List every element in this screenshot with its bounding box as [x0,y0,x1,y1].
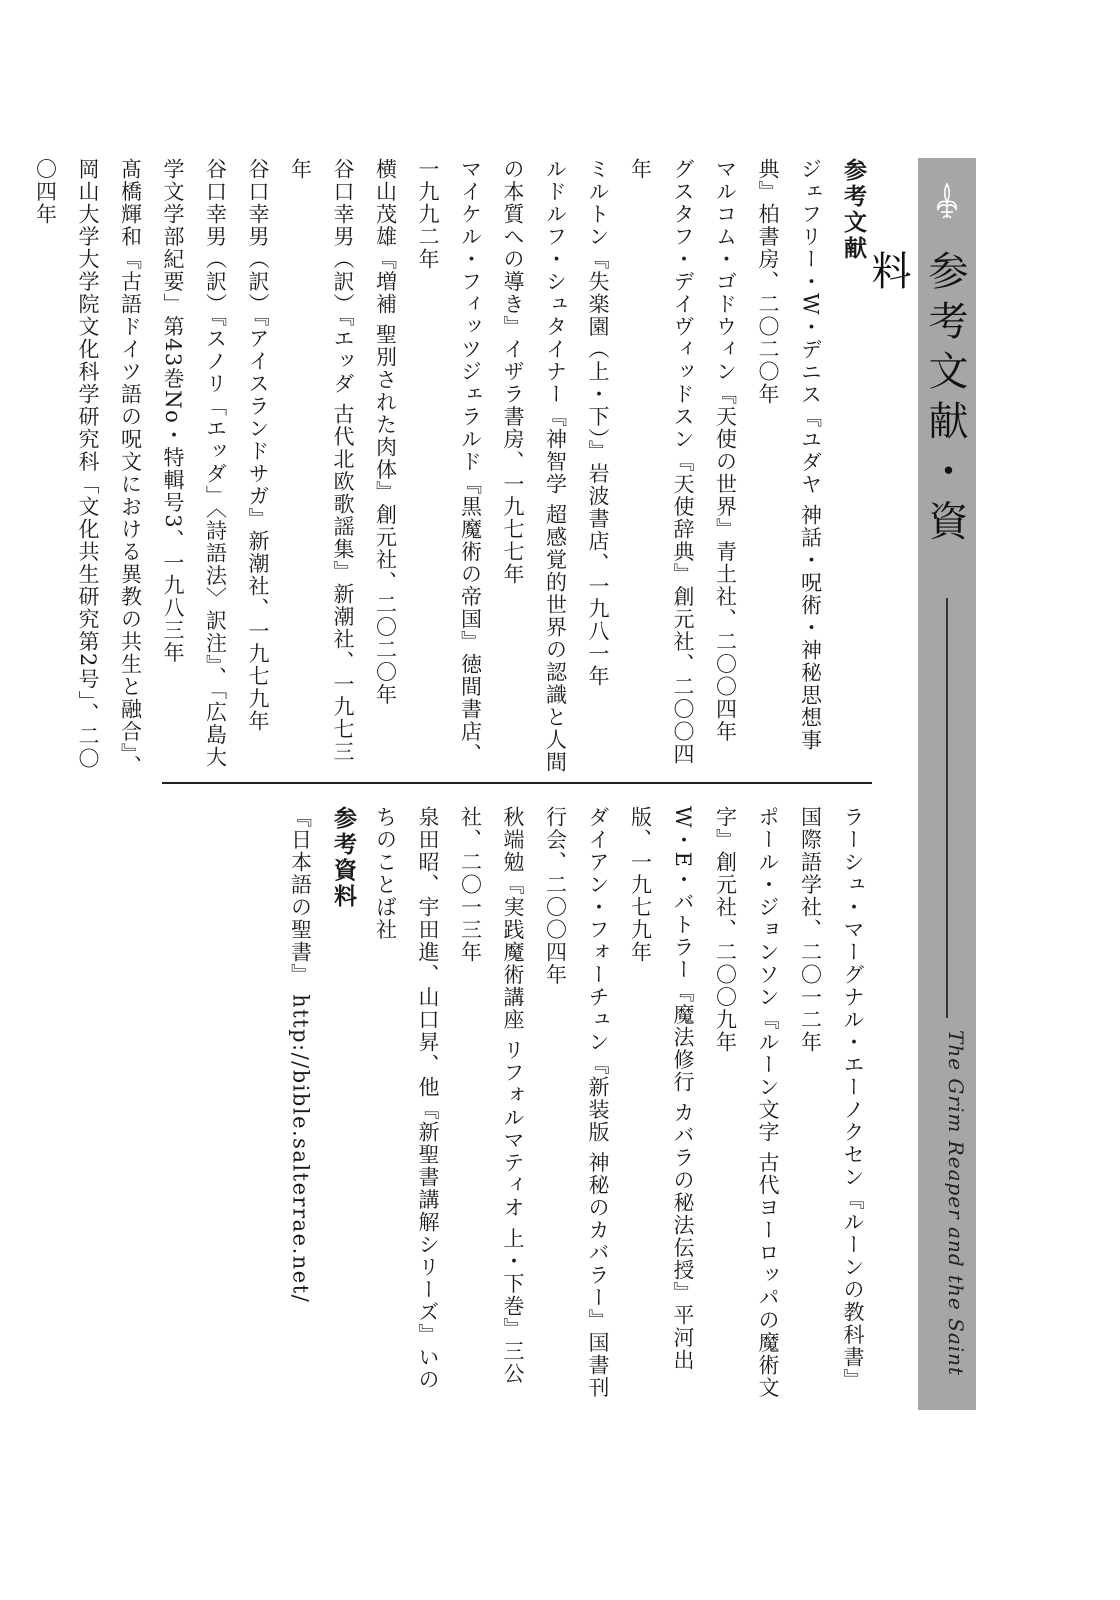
reference-entry: 髙橋輝和『古語ドイツ語の呪文における異教の共生と融合』、岡山大学大学院文化科学研究科「文化共生研究第2号」、二〇〇四年 [33,158,143,778]
reference-entry: ミルトン『失楽園（上・下）』岩波書店、一九八一年 [586,158,610,688]
references-heading: 参考文献 [840,158,866,262]
reference-entry: ルドルフ・シュタイナー『神智学 超感覚的世界の認識と人間の本質への導き』イザラ書房、一九七七年 [501,158,568,774]
reference-entry: 秋端勉『実践魔術講座 リフォルマティオ 上・下巻』三公社、二〇一三年 [458,806,525,1385]
reference-entry: 谷口幸男（訳）『アイスランドサガ』新潮社、一九七九年 [246,158,270,733]
reference-entry: 谷口幸男（訳）『スノリ「エッダ」〈詩語法〉訳注』、「広島大学文学部紀要」第43巻No・特輯号3、一九八三年 [161,158,228,769]
fleur-ornament-icon [932,180,962,222]
material-entry: 『日本語の聖書』 http://bible.salterrae.net/ [288,806,313,1304]
page-title: 参考文献・資料 [865,250,968,550]
reference-entry: 谷口幸男（訳）『エッダ 古代北欧歌謡集』新潮社、一九七三年 [288,158,355,764]
title-rule [946,598,948,1018]
reference-entry: 泉田昭、宇田進、山口昇、他『新聖書講解シリーズ』いのちのことば社 [373,806,440,1391]
reference-entry: マルコム・ゴドウィン『天使の世界』青土社、二〇〇四年 [713,158,738,743]
reference-entry: ポール・ジョンソン『ルーン文字 古代ヨーロッパの魔術文字』創元社、二〇〇九年 [713,806,780,1400]
reference-entry: ラーシュ・マーグナル・エーノクセン『ルーンの教科書』国際語学社、二〇一二年 [798,806,865,1391]
reference-entry: 横山茂雄『増補 聖別された肉体』創元社、二〇二〇年 [373,158,398,707]
materials-heading: 参考資料 [330,806,356,910]
reference-entry: マイケル・フィッツジェラルド『黒魔術の帝国』徳間書店、一九九二年 [416,158,483,766]
book-subtitle: The Grim Reaper and the Saint [944,1030,968,1377]
references-continued-column [288,806,874,1406]
reference-entry: W・E・バトラー『魔法修行 カバラの秘法伝授』平河出版、一九七九年 [628,806,695,1372]
reference-entry: ダイアン・フォーチュン『新装版 神秘のカバラー』国書刊行会、二〇〇四年 [543,806,610,1400]
section-divider [162,782,872,784]
reference-entry: グスタフ・デイヴィッドスン『天使辞典』創元社、二〇〇四年 [628,158,695,766]
reference-entry: ジェフリー・W・デニス『ユダヤ 神話・呪術・神秘思想事典』柏書房、二〇二〇年 [756,158,823,752]
references-column [33,158,874,778]
